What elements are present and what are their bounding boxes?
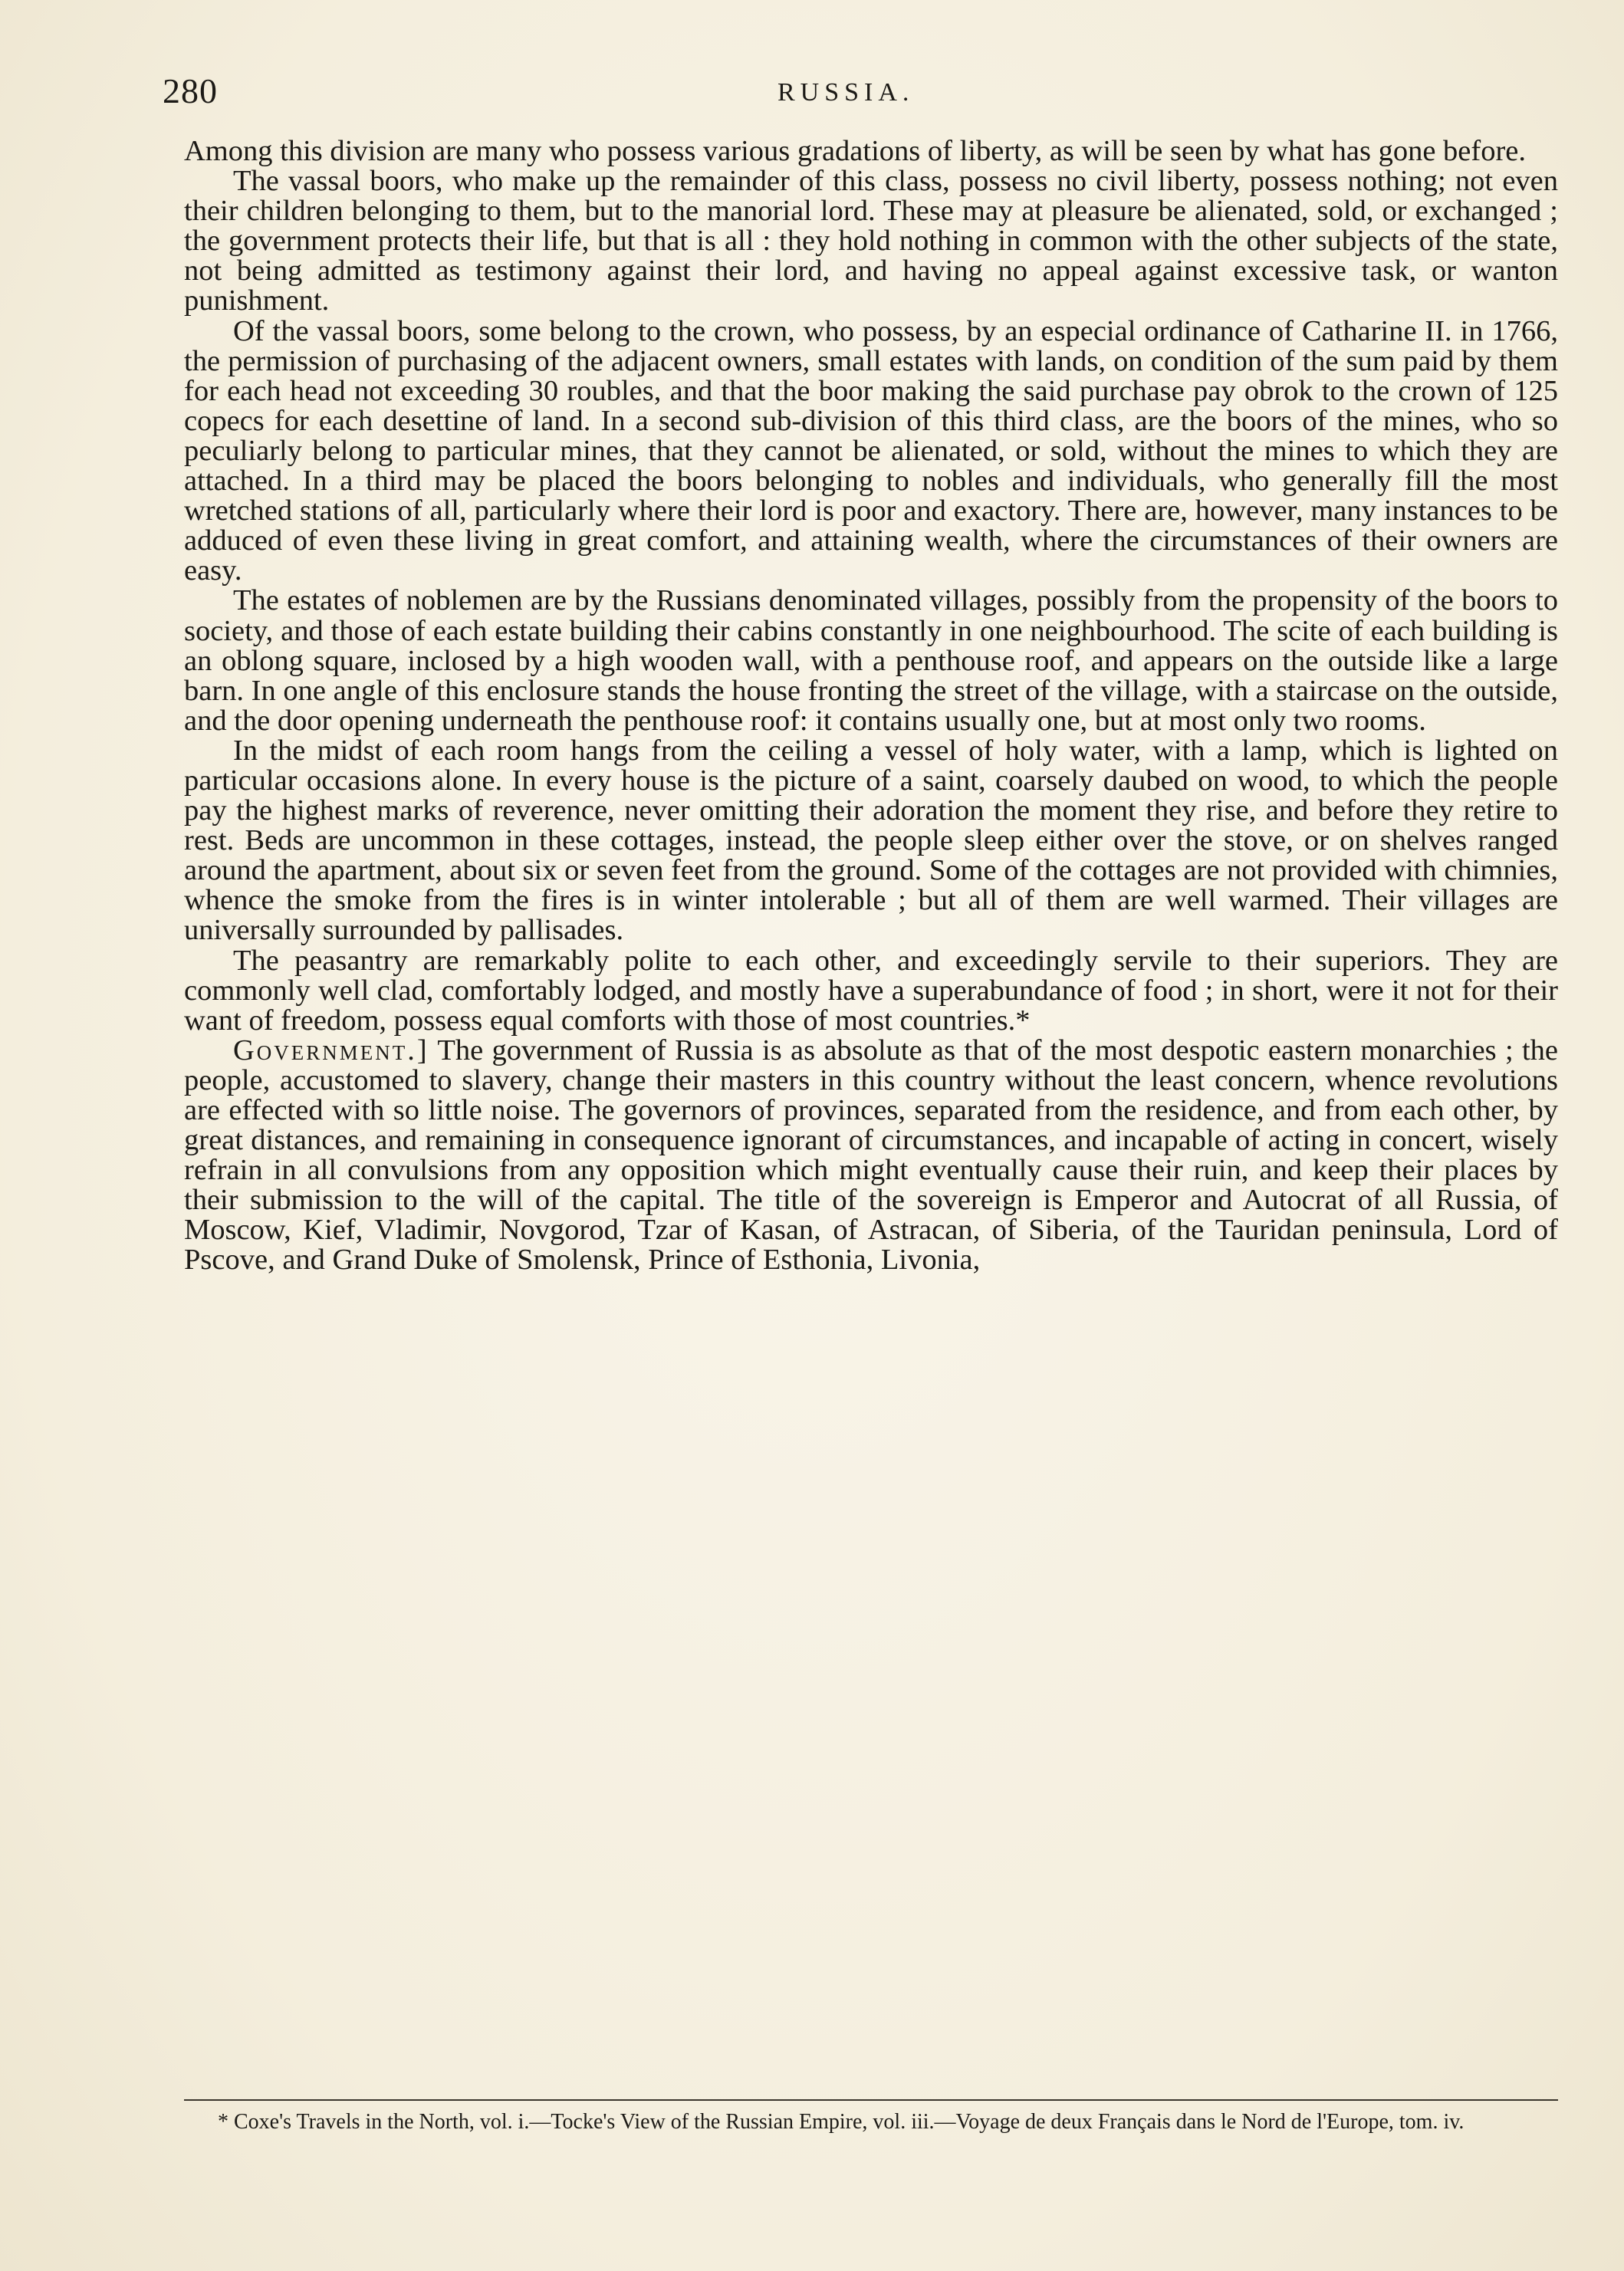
body-text xyxy=(184,136,1558,1276)
running-title: RUSSIA. xyxy=(777,78,915,107)
paragraph-cottages: In the midst of each room hangs from the ceiling a vessel of holy water, with a lamp, which is lighted on particular occasions alone. In every house is the picture of a saint, coarsely daubed on wood, to which the people pay the highest marks of reverence, never omitting their adoration the moment they rise, and before they retire to rest. Beds are uncommon in these cottages, instead, the people sleep either over the stove, or on shelves ranged around the apartment, about six or seven feet from the ground. Some of the cottages are not provided with chimnies, whence the smoke from the fires is in winter intolerable ; but all of them are well warmed. Their villages are universally surrounded by pallisades. xyxy=(184,734,1558,947)
paragraph-peasantry: The peasantry are remarkably polite to each other, and exceedingly servile to their superiors. They are commonly well clad, comfortably lodged, and mostly have a superabundance of food ; in short, were it not for their want of freedom, possess equal comforts with those of most countries.* xyxy=(184,944,1558,1037)
section-heading-government: Government.] xyxy=(233,1034,429,1066)
page-number: 280 xyxy=(163,71,218,110)
paragraph-government xyxy=(184,1036,1558,1276)
paragraph-continued: Among this division are many who possess various gradations of liberty, as will be seen by what has gone before. xyxy=(184,135,1526,167)
paragraph-crown-boors: Of the vassal boors, some belong to the crown, who possess, by an especial ordinance of Catharine II. in 1766, the permission of purchasing of the adjacent owners, small estates with lands, on condition of the sum paid by them for each head not exceeding 30 roubles, and that the boor making the said purchase pay obrok to the crown of 125 copecs for each desettine of land. In a second sub-division of this third class, are the boors of the mines, who so peculiarly belong to particular mines, that they cannot be alienated, or sold, without the mines to which they are attached. In a third may be placed the boors belonging to nobles and individuals, who generally fill the most wretched stations of all, particularly where their lord is poor and exactory. There are, however, many instances to be adduced of even these living in great comfort, and attaining wealth, where the circumstances of their owners are easy. xyxy=(184,314,1558,587)
footnote-rule xyxy=(184,2099,1558,2101)
paragraph-villages: The estates of noblemen are by the Russians denominated villages, possibly from the propensity of the boors to society, and those of each estate building their cabins constantly in one neighbourhood. The scite of each building is an oblong square, inclosed by a high wooden wall, with a penthouse roof, and appears on the outside like a large barn. In one angle of this enclosure stands the house fronting the street of the village, with a staircase on the outside, and the door opening underneath the penthouse roof: it contains usually one, but at most only two rooms. xyxy=(184,584,1558,737)
page-header xyxy=(163,71,1558,117)
footnote: * Coxe's Travels in the North, vol. i.—Tocke's View of the Russian Empire, vol. iii.—Voyage de deux Français dans le Nord de l'Europe, tom. iv. xyxy=(218,2110,1465,2134)
paragraph-vassal-boors: The vassal boors, who make up the remainder of this class, possess no civil liberty, possess nothing; not even their children belonging to them, but to the manorial lord. These may at pleasure be alienated, sold, or exchanged ; the government protects their life, but that is all : they hold nothing in common with the other subjects of the state, not being admitted as testimony against their lord, and having no appeal against excessive task, or wanton punishment. xyxy=(184,165,1558,317)
government-text: The government of Russia is as absolute as that of the most despotic eastern monarchies ; the people, accustomed to slavery, change their masters in this country without the least concern, whence revolutions are effected with so little noise. The governors of provinces, separated from the residence, and from each other, by great distances, and remaining in consequence ignorant of circumstances, and incapable of acting in concert, wisely refrain in all convulsions from any opposition which might eventually cause their ruin, and keep their places by their submission to the will of the capital. The title of the sovereign is Emperor and Autocrat of all Russia, of Moscow, Kief, Vladimir, Novgorod, Tzar of Kasan, of Astracan, of Siberia, of the Tauridan peninsula, Lord of Pscove, and Grand Duke of Smolensk, Prince of Esthonia, Livonia, xyxy=(184,1034,1558,1277)
